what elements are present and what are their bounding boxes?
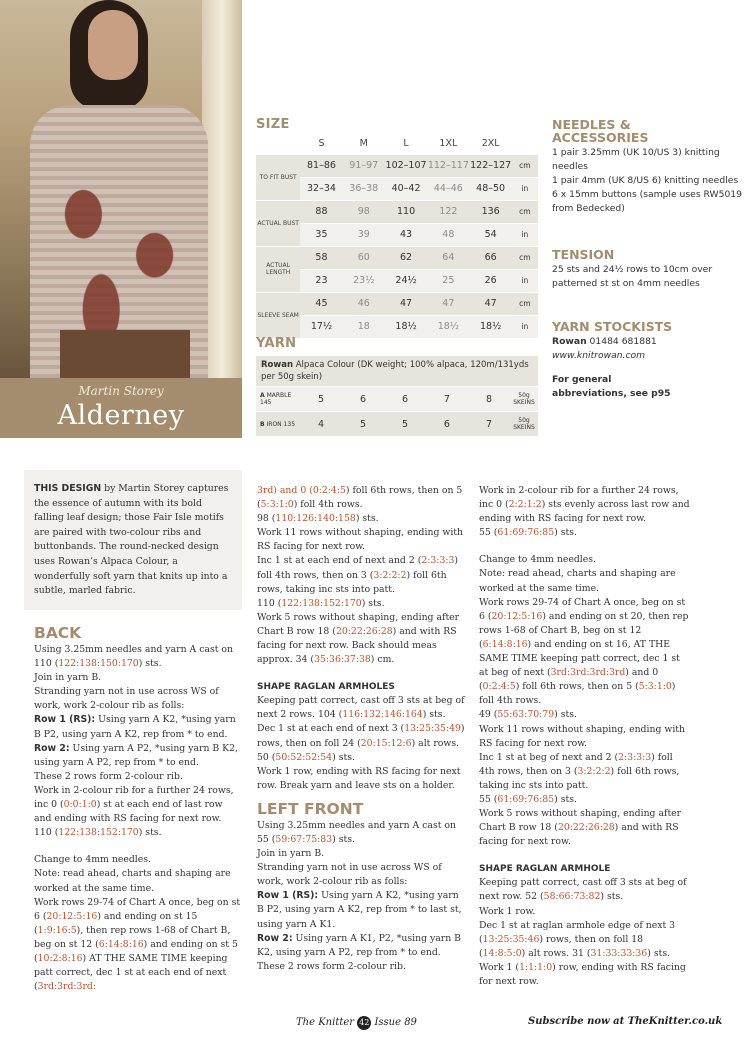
model-face — [88, 10, 138, 80]
yarn-cell: 5 — [300, 387, 342, 412]
paragraph: Join in yarn B. — [257, 848, 325, 860]
size-cell: 66 — [470, 246, 512, 269]
abbreviations-note: For general abbreviations, see p95 — [552, 374, 671, 399]
paragraph: Change to 4mm needles. — [479, 554, 596, 566]
paragraph: Work in 2-colour rib for a further 24 rows, inc 0 (2:2:1:2) sts evenly across last row and ending with RS facing for next row. — [479, 485, 690, 525]
size-cell: 122–127 — [470, 154, 512, 177]
paragraph: 49 (55:63:70:79) sts. — [479, 709, 577, 721]
size-cell: 98 — [343, 200, 385, 223]
paragraph: 110 (122:138:152:170) sts. — [34, 827, 162, 839]
unit-cell: cm — [512, 154, 538, 177]
size-cell: 110 — [385, 200, 427, 223]
yarn-cell: 5 — [342, 412, 384, 437]
stockists-title: YARN STOCKISTS — [552, 319, 673, 334]
paragraph: Work rows 29-74 of Chart A once, beg on st 6 (20:12:5:16) and ending on st 15 (1:9:16:5), then rep rows 1-68 of Chart B, beg on st 12 (6:14:8:16) and ending on st 5 (10:2:8:16) AT THE SAME TIME keeping patt correct, dec 1 st at each end of next (3rd:3rd:3rd: — [34, 896, 241, 993]
model-skirt — [60, 330, 190, 378]
size-cell: 32–34 — [300, 177, 342, 200]
size-row-label: ACTUAL LENGTH — [256, 246, 300, 292]
unit-cell: in — [512, 177, 538, 200]
yarn-cell: 6 — [342, 387, 384, 412]
size-row-label: SLEEVE SEAM — [256, 292, 300, 338]
paragraph: Stranding yarn not in use across WS of work, work 2-colour rib as folls: — [257, 862, 442, 888]
size-header: 2XL — [470, 133, 512, 154]
paragraph: 98 (110:126:140:158) sts. — [257, 513, 379, 525]
size-cell: 40–42 — [385, 177, 427, 200]
size-cell: 18½ — [427, 315, 469, 338]
paragraph: Work 11 rows without shaping, ending with RS facing for next row. — [479, 723, 686, 749]
size-cell: 54 — [470, 223, 512, 246]
yarn-description — [256, 356, 538, 387]
intro-lead: THIS DESIGN — [34, 483, 102, 494]
unit-cell: cm — [512, 200, 538, 223]
tension-block — [552, 248, 742, 291]
size-cell: 45 — [300, 292, 342, 315]
yarn-code: B — [260, 420, 265, 428]
pattern-name: Alderney — [57, 400, 185, 431]
tension-title: TENSION — [552, 247, 615, 262]
size-cell: 47 — [385, 292, 427, 315]
needles-title: NEEDLES & ACCESSORIES — [552, 117, 649, 145]
needles-text: 1 pair 3.25mm (UK 10/US 3) knitting needles 1 pair 4mm (UK 8/US 6) knitting needles 6 x 15mm buttons (sample uses RW5019 from Bedecked) — [552, 147, 742, 214]
paragraph: These 2 rows form 2-colour rib. — [257, 960, 406, 972]
yarn-cell: 6 — [426, 412, 468, 437]
paragraph: Work 11 rows without shaping, ending with RS facing for next row. — [257, 527, 464, 553]
intro-box — [24, 470, 242, 610]
size-cell: 102–107 — [385, 154, 427, 177]
size-cell: 36–38 — [343, 177, 385, 200]
size-row-label: TO FIT BUST — [256, 154, 300, 200]
size-cell: 18½ — [470, 315, 512, 338]
size-cell: 24½ — [385, 269, 427, 292]
size-header-row — [256, 133, 538, 154]
size-cell: 47 — [470, 292, 512, 315]
yarn-cell: 7 — [426, 387, 468, 412]
paragraph: Row 2: Using yarn A K1, P2, *using yarn B K2, using yarn A P2, rep from * to end. — [257, 932, 461, 958]
yarn-title: YARN — [256, 336, 297, 351]
hero-photo — [0, 0, 242, 378]
size-cell: 48–50 — [470, 177, 512, 200]
magazine-name: The Knitter — [296, 1017, 355, 1028]
paragraph: Note: read ahead, charts and shaping are worked at the same time. — [479, 568, 676, 594]
yarn-colour: MARBLE 145 — [260, 392, 292, 406]
size-cell: 91–97 — [343, 154, 385, 177]
paragraph: Row 2: Using yarn A P2, *using yarn B K2, using yarn A P2, rep from * to end. — [34, 742, 238, 768]
size-cell: 62 — [385, 246, 427, 269]
paragraph: 3rd) and 0 (0:2:4:5) foll 6th rows, then on 5 (5:3:1:0) foll 4th rows. — [257, 485, 463, 511]
yarn-brand: Rowan — [261, 360, 294, 370]
size-cell: 35 — [300, 223, 342, 246]
page-number: 42 — [357, 1016, 371, 1030]
stockists-block — [552, 320, 742, 401]
paragraph: Row 1 (RS): Using yarn A K2, *using yarn B P2, using yarn A K2, rep from * to last st, using yarn A K1. — [257, 890, 462, 930]
paragraph: Dec 1 st at raglan armhole edge of next 3 (13:25:35:46) rows, then on foll 18 (14:8:5:0) alt rows. 31 (31:33:33:36) sts. — [479, 919, 676, 959]
yarn-cell: 5 — [384, 412, 426, 437]
paragraph: 110 (122:138:152:170) sts. — [257, 597, 385, 609]
paragraph: Row 1 (RS): Using yarn A K2, *using yarn B P2, using yarn A K2, rep from * to end. — [34, 714, 236, 740]
paragraph: 55 (61:69:76:85) sts. — [479, 527, 577, 539]
yarn-colour-label — [256, 387, 300, 412]
paragraph: Keeping patt correct, cast off 3 sts at beg of next 2 rows. 104 (116:132:146:164) sts. — [257, 695, 465, 721]
size-cell: 58 — [300, 246, 342, 269]
size-header: L — [385, 133, 427, 154]
paragraph: Keeping patt correct, cast off 3 sts at beg of next row. 52 (58:66:73:82) sts. — [479, 877, 687, 903]
needles-block — [552, 118, 742, 216]
yarn-colour: IRON 135 — [266, 420, 296, 428]
stockist-web[interactable]: www.knitrowan.com — [552, 350, 646, 361]
size-row — [256, 154, 538, 177]
size-row — [256, 292, 538, 315]
stockist-brand: Rowan — [552, 336, 587, 347]
column-1 — [34, 621, 242, 994]
size-cell: 23 — [300, 269, 342, 292]
shape-raglan-heading: SHAPE RAGLAN ARMHOLE — [479, 864, 611, 875]
paragraph: Using 3.25mm needles and yarn A cast on 110 (122:138:150:170) sts. — [34, 644, 233, 670]
footer-magazine — [296, 1016, 417, 1030]
stockist-number: 01484 681881 — [589, 336, 657, 347]
size-cell: 25 — [427, 269, 469, 292]
column-3 — [479, 484, 691, 989]
yarn-table — [256, 356, 538, 437]
paragraph: Work 1 row. — [479, 905, 536, 917]
paragraph: Work 5 rows without shaping, ending after Chart B row 18 (20:22:26:28) and with RS facing for next row. Back should meas approx. 34 (35:36:37:38) cm. — [257, 611, 460, 666]
paragraph: Inc 1 st at each end of next and 2 (2:3:3:3) foll 4th rows, then on 3 (3:2:2:2) foll 6th rows, taking inc sts into patt. — [257, 555, 459, 595]
footer-subscribe[interactable]: Subscribe now at TheKnitter.co.uk — [528, 1016, 723, 1027]
size-cell: 46 — [343, 292, 385, 315]
designer-name: Martin Storey — [78, 384, 164, 398]
paragraph: Work 1 row, ending with RS facing for next row. Break yarn and leave sts on a holder. — [257, 765, 461, 791]
size-cell: 60 — [343, 246, 385, 269]
size-row — [256, 246, 538, 269]
size-cell: 18 — [343, 315, 385, 338]
paragraph: Work 1 (1:1:1:0) row, ending with RS facing for next row. — [479, 961, 686, 987]
yarn-desc-text: Alpaca Colour (DK weight; 100% alpaca, 120m/131yds per 50g skein) — [261, 360, 529, 382]
size-cell: 26 — [470, 269, 512, 292]
unit-cell: in — [512, 223, 538, 246]
size-cell: 39 — [343, 223, 385, 246]
size-cell: 81–86 — [300, 154, 342, 177]
size-cell: 122 — [427, 200, 469, 223]
paragraph: Work rows 29-74 of Chart A once, beg on st 6 (20:12:5:16) and ending on st 20, then rep rows 1-68 of Chart B, beg on st 12 (6:14:8:16) and ending on st 16, AT THE SAME TIME keeping patt correct, dec 1 st at beg of next (3rd:3rd:3rd:3rd) and 0 (0:2:4:5) foll 6th rows, then on 5 (5:3:1:0) foll 4th rows. — [479, 596, 689, 707]
window-light — [202, 0, 242, 378]
size-title: SIZE — [256, 117, 290, 132]
unit-cell: in — [512, 269, 538, 292]
paragraph: 55 (61:69:76:85) sts. — [479, 793, 577, 805]
paragraph: Join in yarn B. — [34, 672, 102, 684]
size-cell: 43 — [385, 223, 427, 246]
intro-text: by Martin Storey captures the essence of autumn with its bold falling leaf design; those Fair Isle motifs are paired with two-colour ribs and buttonbands. The round-necked design uses Rowan’s Alpaca Colour, a wonderfully soft yarn that knits up into a subtle, marled fabric. — [34, 483, 229, 597]
tension-text: 25 sts and 24½ rows to 10cm over patterned st st on 4mm needles — [552, 264, 713, 289]
yarn-colour-label — [256, 412, 300, 437]
size-cell: 23½ — [343, 269, 385, 292]
column-2 — [257, 484, 465, 974]
stockist-phone — [552, 335, 742, 349]
size-cell: 112–117 — [427, 154, 469, 177]
size-cell: 18½ — [385, 315, 427, 338]
paragraph: Work 5 rows without shaping, ending after Chart B row 18 (20:22:26:28) and with RS facing for next row. — [479, 808, 682, 848]
size-cell: 47 — [427, 292, 469, 315]
size-cell: 88 — [300, 200, 342, 223]
yarn-cell: 4 — [300, 412, 342, 437]
size-cell: 44–46 — [427, 177, 469, 200]
yarn-cell: 7 — [468, 412, 510, 437]
shape-raglan-heading: SHAPE RAGLAN ARMHOLES — [257, 682, 395, 693]
paragraph: 50 (50:52:52:54) sts. — [257, 751, 355, 763]
unit-cell: 50g SKEINS — [510, 387, 538, 412]
size-cell: 48 — [427, 223, 469, 246]
yarn-row — [256, 387, 538, 412]
yarn-cell: 6 — [384, 387, 426, 412]
unit-cell: cm — [512, 246, 538, 269]
paragraph: Dec 1 st at each end of next 3 (13:25:35:49) rows, then on foll 24 (20:15:12:6) alt rows. — [257, 723, 465, 749]
unit-cell: cm — [512, 292, 538, 315]
back-heading: BACK — [34, 624, 82, 642]
pattern-title-box — [0, 378, 242, 438]
paragraph: These 2 rows form 2-colour rib. — [34, 770, 183, 782]
issue-number: Issue 89 — [374, 1017, 417, 1028]
size-header: S — [300, 133, 342, 154]
size-header: 1XL — [427, 133, 469, 154]
size-cell: 17½ — [300, 315, 342, 338]
paragraph: Inc 1 st at beg of next and 2 (2:3:3:3) foll 4th rows, then on 3 (3:2:2:2) foll 6th rows, taking inc sts into patt. — [479, 751, 680, 791]
left-front-heading: LEFT FRONT — [257, 799, 364, 818]
paragraph: Stranding yarn not in use across WS of work, work 2-colour rib as folls: — [34, 686, 219, 712]
size-cell: 136 — [470, 200, 512, 223]
size-cell: 64 — [427, 246, 469, 269]
yarn-cell: 8 — [468, 387, 510, 412]
unit-cell: 50g SKEINS — [510, 412, 538, 437]
yarn-row — [256, 412, 538, 437]
paragraph: Work in 2-colour rib for a further 24 rows, inc 0 (0:0:1:0) st at each end of last row and ending with RS facing for next row. — [34, 784, 234, 825]
size-row — [256, 200, 538, 223]
size-row-label: ACTUAL BUST — [256, 200, 300, 246]
size-header: M — [343, 133, 385, 154]
size-table — [256, 133, 538, 339]
yarn-code: A — [260, 392, 265, 399]
unit-cell: in — [512, 315, 538, 338]
paragraph: Change to 4mm needles. — [34, 854, 151, 866]
paragraph: Using 3.25mm needles and yarn A cast on 55 (59:67:75:83) sts. — [257, 819, 456, 845]
paragraph: Note: read ahead, charts and shaping are worked at the same time. — [34, 868, 231, 894]
